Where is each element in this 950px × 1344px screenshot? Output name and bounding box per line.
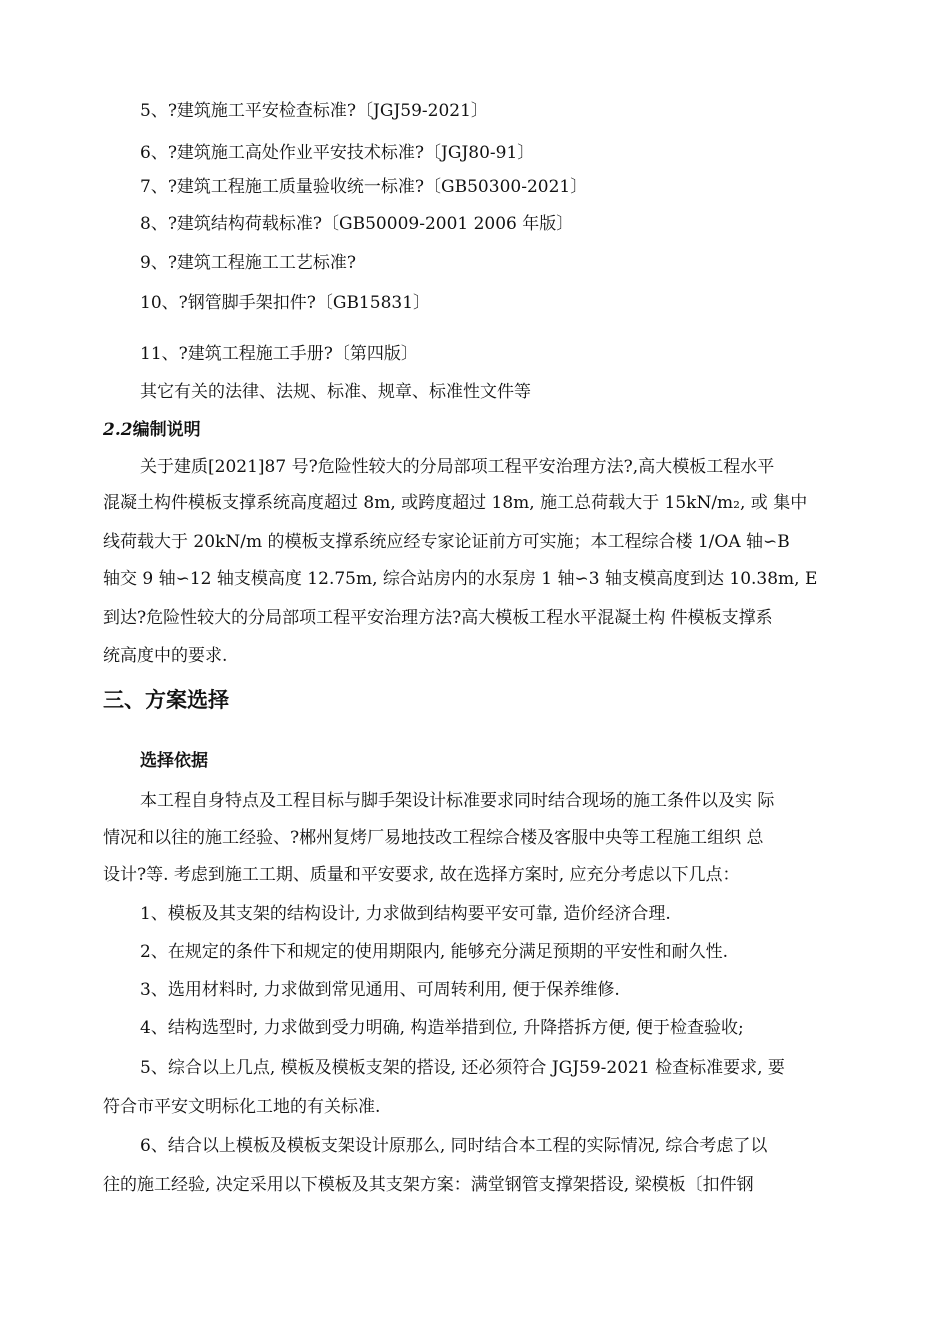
section-3-heading: 三、方案选择	[103, 687, 229, 712]
paragraph-line: 设计?等. 考虑到施工工期、质量和平安要求, 故在选择方案时, 应充分考虑以下几点：	[103, 865, 740, 885]
reference-item: 9、?建筑工程施工工艺标准?	[140, 253, 357, 273]
paragraph-line: 轴交 9 轴∽12 轴支模高度 12.75m, 综合站房内的水泵房 1 轴∽3 轴支模高度到达 10.38m, E	[103, 569, 818, 589]
paragraph-line: 关于建质[2021]87 号?危险性较大的分局部项工程平安治理方法?,高大模板工程水平	[140, 457, 775, 477]
paragraph-line: 到达?危险性较大的分局部项工程平安治理方法?高大模板工程水平混凝土构 件模板支撑系	[103, 608, 773, 628]
reference-item: 6、?建筑施工高处作业平安技术标准?〔JGJ80-91〕	[140, 143, 535, 163]
list-item: 5、综合以上几点, 模板及模板支架的搭设, 还必须符合 JGJ59-2021 检查标准要求, 要	[140, 1058, 785, 1078]
reference-item: 11、?建筑工程施工手册?〔第四版〕	[140, 344, 418, 364]
section-2-2-heading	[103, 418, 201, 442]
list-item-continuation: 符合市平安文明标化工地的有关标准.	[103, 1097, 381, 1117]
list-item: 1、模板及其支架的结构设计, 力求做到结构要平安可靠, 造价经济合理.	[140, 904, 671, 924]
list-item: 4、结构选型时, 力求做到受力明确, 构造举措到位, 升降搭拆方便, 便于检查验收;	[140, 1018, 744, 1038]
paragraph-line: 统高度中的要求.	[103, 646, 228, 666]
list-item: 6、结合以上模板及模板支架设计原那么, 同时结合本工程的实际情况, 综合考虑了以	[140, 1136, 768, 1156]
reference-item: 7、?建筑工程施工质量验收统一标准?〔GB50300-2021〕	[140, 177, 588, 197]
reference-item: 8、?建筑结构荷载标准?〔GB50009-2001 2006 年版〕	[140, 214, 574, 234]
reference-other: 其它有关的法律、法规、标准、规章、标准性文件等	[140, 382, 531, 402]
list-item: 2、在规定的条件下和规定的使用期限内, 能够充分满足预期的平安性和耐久性.	[140, 942, 729, 962]
paragraph-line: 情况和以往的施工经验、?郴州复烤厂易地技改工程综合楼及客服中央等工程施工组织 总	[103, 828, 764, 848]
paragraph-line: 线荷载大于 20kN/m 的模板支撑系统应经专家论证前方可实施；本工程综合楼 1/OA 轴∽B	[103, 532, 790, 552]
reference-item: 5、?建筑施工平安检查标准?〔JGJ59-2021〕	[140, 101, 488, 121]
list-item: 3、选用材料时, 力求做到常见通用、可周转利用, 便于保养维修.	[140, 980, 620, 1000]
paragraph-line: 本工程自身特点及工程目标与脚手架设计标准要求同时结合现场的施工条件以及实 际	[140, 791, 775, 811]
section-title: 编制说明	[132, 420, 201, 440]
section-number: 2.2	[103, 420, 133, 440]
subsection-heading: 选择依据	[140, 751, 208, 771]
reference-item: 10、?钢管脚手架扣件?〔GB15831〕	[140, 293, 431, 313]
paragraph-line: 混凝土构件模板支撑系统高度超过 8m, 或跨度超过 18m, 施工总荷载大于 15kN/m₂, 或 集中	[103, 493, 808, 513]
list-item-continuation: 往的施工经验, 决定采用以下模板及其支架方案：满堂钢管支撑架搭设, 梁模板〔扣件钢	[103, 1175, 754, 1195]
